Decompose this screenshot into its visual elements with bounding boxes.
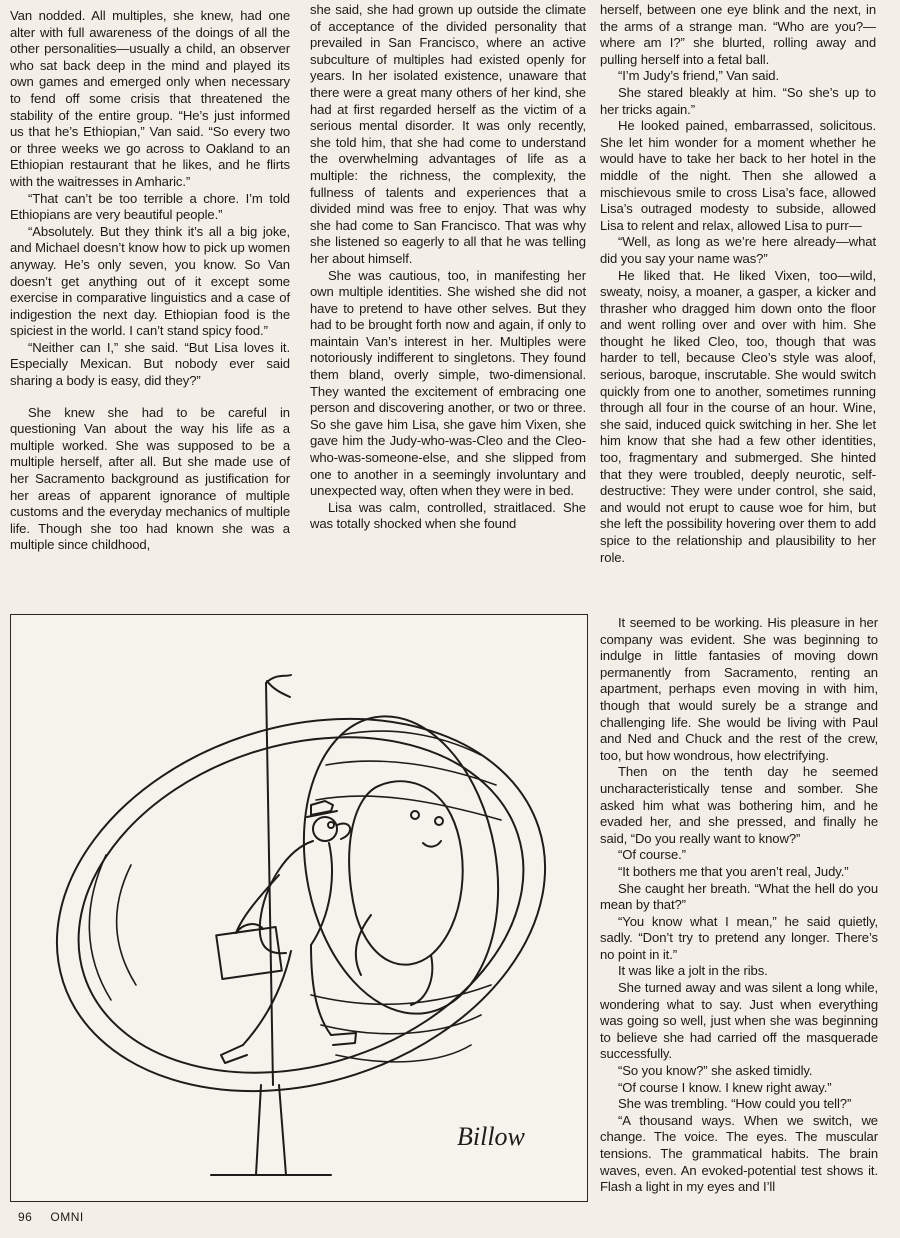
paragraph: She turned away and was silent a long while, wondering what to say. Just when everything was going so well, just when she was beginning to believe she had carried off the masquerade successfully.	[600, 980, 878, 1062]
page-footer	[18, 1210, 102, 1224]
paragraph: “A thousand ways. When we switch, we change. The voice. The eyes. The muscular tensions. The grammatical habits. The brain waves, even. An evoked-potential test shows it. Flash a light in my eyes and I’ll	[600, 1112, 878, 1195]
paragraph: “I’m Judy’s friend,” Van said.	[618, 68, 779, 84]
magazine-name: OMNI	[50, 1210, 84, 1224]
paragraph: She knew she had to be careful in questioning Van about the way his life as a multiple worked. She was supposed to be a multiple herself, after all. But she made use of her Sacramento background as justification for her areas of apparent ignorance of multiple customs and the everyday mechanics of multiple life. Though she too had known she was a multiple since childhood,	[10, 404, 290, 553]
paragraph: “Absolutely. But they think it’s all a big joke, and Michael doesn’t know how to pick up women anyway. He’s only seven, you know. So Van doesn’t get anything out of it except some exercise in comparative linguistics and a case of indigestion the next day. Ethiopian food is the spiciest in the world. I can’t stand spicy food.”	[10, 223, 290, 339]
wheel-drum-edge	[281, 701, 520, 1029]
paragraph: Lisa was calm, controlled, straitlaced. She was totally shocked when she found	[310, 499, 586, 532]
paragraph: He looked pained, embarrassed, solicitous. She let him wonder for a moment whether he would have to take her back to her hotel in the middle of the night. Then she allowed a mischievous smile to cross Lisa’s face, allowed Lisa’s outraged modesty to subside, allowed Lisa to relent and relax, allowed Lisa to purr—	[600, 118, 876, 233]
paragraph: She was cautious, too, in manifesting her own multiple identities. She wished she did not have to pretend to have other selves. But they had to be brought forth now and again, if only to maintain Van’s interest in her. Multiples were notoriously indifferent to singletons. They found them bland, overly simple, two-dimensional. They wanted the excitement of embracing one person and discovering another, or two or three. So she gave him Lisa, she gave him Vixen, she gave him the Judy-who-was-Cleo and the Cleo-who-was-someone-else, and she slipped from one to another in a seemingly involuntary and unexpected way, often when they were in bed.	[310, 267, 586, 499]
paragraph: “So you know?” she asked timidly.	[618, 1063, 813, 1079]
wheel-stand	[211, 1085, 331, 1175]
paragraph: “It bothers me that you aren’t real, Judy.”	[618, 863, 849, 879]
page-number: 96	[18, 1210, 33, 1224]
paragraph: “Neither can I,” she said. “But Lisa loves it. Especially Mexican. But nobody ever said sharing a body is easy, did they?”	[10, 339, 290, 389]
paragraph: “Of course.”	[618, 847, 686, 863]
paragraph: It was like a jolt in the ribs.	[618, 963, 768, 979]
paragraph: She caught her breath. “What the hell do you mean by that?”	[600, 880, 878, 913]
paragraph: He liked that. He liked Vixen, too—wild, sweaty, noisy, a moaner, a gasper, a kicker and thrasher who dragged him down onto the floor and went rolling over and over with him. She thought he liked Cleo, too, though that was harder to tell, because Cleo’s style was aloof, serious, baroque, inscrutable. She would switch quickly from one to another, sometimes running through all four in the course of an hour. Wine, she said, induced quick switching in her. She let him know that she had a few other identities, too, fragmentary and submerged. She hinted that they were troubled, deeply neurotic, self-destructive: They were under control, she said, and would not erupt to cause woe for him, but she left the possibility hovering over them to add spice to the relationship and plausibility to her role.	[600, 267, 876, 565]
wheel-inner-ring	[35, 682, 568, 1127]
cartoon-illustration	[10, 614, 588, 1202]
briefcase	[216, 927, 282, 979]
paragraph: “That can’t be too terrible a chore. I’m told Ethiopians are very beautiful people.”	[10, 190, 290, 223]
paragraph: Then on the tenth day he seemed uncharacteristically tense and somber. She asked him what was bothering him, and he evaded her, and she pressed, and finally he said, “Do you really want to know?”	[600, 764, 878, 846]
paragraph: She was trembling. “How could you tell?”	[618, 1096, 852, 1112]
wheel-outer-ring	[11, 658, 587, 1151]
businessman-figure	[216, 801, 356, 1063]
artist-signature: Billow	[457, 1122, 525, 1151]
paragraph: she said, she had grown up outside the climate of acceptance of the divided personality that prevailed in San Francisco, where an active subculture of multiples had existed openly for years. In her isolated existence, unaware that there were a great many others of her kind, she had at first regarded herself as the victim of a serious mental disorder. It was only recently, she told him, that she had come to understand the overwhelming advantages of life as a multiple: the richness, the complexity, the fullness of talents and experiences that a divided mind was free to enjoy. That was why she had come to San Francisco. That was why she listened so eagerly to all that he was telling her about himself.	[310, 2, 586, 266]
text-column-right-upper	[600, 2, 876, 566]
paragraph: “Of course I know. I knew right away.”	[618, 1079, 832, 1095]
flag	[266, 675, 291, 1085]
paragraph: She stared bleakly at him. “So she’s up to her tricks again.”	[600, 84, 876, 117]
text-column-left	[10, 8, 290, 554]
wheel-drawing	[11, 615, 587, 1201]
paragraph: It seemed to be working. His pleasure in her company was evident. She was beginning to indulge in little fantasies of moving down permanently from Sacramento, renting an apartment, perhaps even moving in with him, though that would surely be a strange and challenging life. She would be living with Paul and Ned and Chuck and the rest of the crew, too, but how wondrous, how electrifying.	[600, 615, 878, 763]
paragraph: “Well, as long as we’re here already—what did you say your name was?”	[600, 234, 876, 266]
paragraph: Van nodded. All multiples, she knew, had one alter with full awareness of the doings of all the other personalities—usually a child, an observer who sat back deep in the mind and played its own games and emerged only when necessary to fend off some crisis that threatened the stability of the entire group. “He’s just informed us that he’s Ethiopian,” Van said. “So every two or three weeks we go across to Oakland to an Ethiopian restaurant that he likes, and he flirts with the waitresses in Amharic.”	[10, 8, 290, 189]
creature-figure	[349, 781, 463, 1005]
text-column-right-lower	[600, 615, 878, 1196]
text-column-middle	[310, 2, 586, 533]
paragraph: “You know what I mean,” he said quietly, sadly. “Don’t try to pretend any longer. There’s no point in it.”	[600, 913, 878, 962]
paragraph: herself, between one eye blink and the next, in the arms of a strange man. “Who are you?—where am I?” she blurted, rolling away and pulling herself into a fetal ball.	[600, 2, 876, 67]
